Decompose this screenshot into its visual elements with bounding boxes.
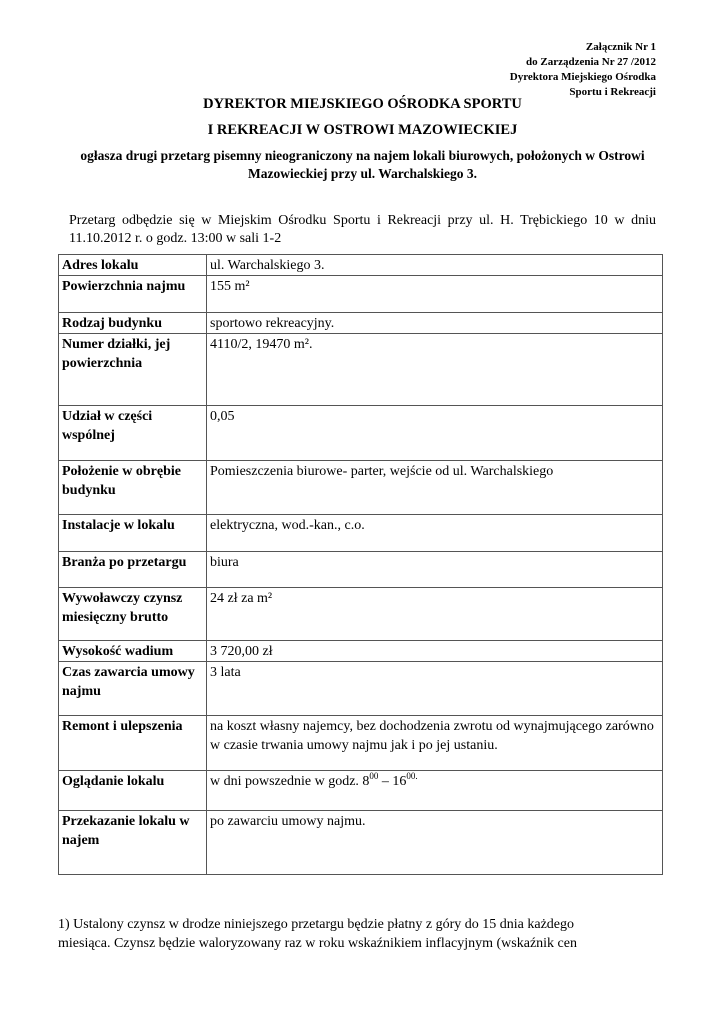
intro-paragraph: Przetarg odbędzie się w Miejskim Ośrodku Sportu i Rekreacji przy ul. H. Trębickiego 10 w dniu 11.10.2012 r. o godz. 13:00 w sali 1-2 <box>69 213 656 246</box>
row-label: Remont i ulepszenia <box>59 716 207 771</box>
row-label: Oglądanie lokalu <box>59 771 207 811</box>
table-row <box>59 811 663 875</box>
annex-line-4: Sportu i Rekreacji <box>569 86 656 98</box>
row-label: Udział w części wspólnej <box>59 406 207 461</box>
annex-line-2: do Zarządzenia Nr 27 /2012 <box>526 56 656 68</box>
row-label: Rodzaj budynku <box>59 313 207 334</box>
row-label: Numer działki, jej powierzchnia <box>59 334 207 406</box>
row-label: Czas zawarcia umowy najmu <box>59 662 207 716</box>
row-label: Wysokość wadium <box>59 641 207 662</box>
row-label: Adres lokalu <box>59 255 207 276</box>
row-label: Instalacje w lokalu <box>59 515 207 552</box>
row-value: biura <box>207 552 663 588</box>
row-value: 0,05 <box>207 406 663 461</box>
viewing-hours-sup-start: 00 <box>369 771 379 781</box>
row-value: 4110/2, 19470 m². <box>207 334 663 406</box>
row-label: Branża po przetargu <box>59 552 207 588</box>
row-value: na koszt własny najemcy, bez dochodzenia zwrotu od wynajmującego zarówno w czasie trwania umowy najmu jak i po jej ustaniu. <box>207 716 663 771</box>
row-value: 3 720,00 zł <box>207 641 663 662</box>
row-label: Wywoławczy czynsz miesięczny brutto <box>59 588 207 641</box>
row-value: 3 lata <box>207 662 663 716</box>
table-row <box>59 313 663 334</box>
row-value: 24 zł za m² <box>207 588 663 641</box>
row-value: elektryczna, wod.-kan., c.o. <box>207 515 663 552</box>
row-value: 155 m² <box>207 276 663 313</box>
row-value <box>207 771 663 811</box>
title-line-2: I REKREACJI W OSTROWI MAZOWIECKIEJ <box>207 122 518 138</box>
row-label: Przekazanie lokalu w najem <box>59 811 207 875</box>
table-row <box>59 515 663 552</box>
title-line-1: DYREKTOR MIEJSKIEGO OŚRODKA SPORTU <box>203 96 522 112</box>
table-row <box>59 588 663 641</box>
row-value: sportowo rekreacyjny. <box>207 313 663 334</box>
table-row <box>59 641 663 662</box>
row-value: Pomieszczenia biurowe- parter, wejście od ul. Warchalskiego <box>207 461 663 515</box>
row-value: po zawarciu umowy najmu. <box>207 811 663 875</box>
row-label: Położenie w obrębie budynku <box>59 461 207 515</box>
annex-line-3: Dyrektora Miejskiego Ośrodka <box>509 71 656 83</box>
viewing-hours-sup-end: 00. <box>406 771 418 781</box>
annex-header <box>510 40 656 100</box>
table-row <box>59 406 663 461</box>
annex-line-1: Załącznik Nr 1 <box>585 41 656 53</box>
property-details-table <box>58 254 663 875</box>
footnote-paragraph: 1) Ustalony czynsz w drodze niniejszego przetargu będzie płatny z góry do 15 dnia każdego miesiąca. Czynsz będzie waloryzowany raz w roku wskaźnikiem inflacyjnym (wskaźnik cen <box>58 917 577 951</box>
table-row <box>59 334 663 406</box>
table-row <box>59 716 663 771</box>
table-row <box>59 461 663 515</box>
table-row <box>59 771 663 811</box>
viewing-hours-dash: – 16 <box>378 774 407 789</box>
viewing-hours-text: w dni powszednie w godz. 8 <box>210 774 370 789</box>
row-label: Powierzchnia najmu <box>59 276 207 313</box>
table-row <box>59 276 663 313</box>
table-row <box>59 662 663 716</box>
row-value: ul. Warchalskiego 3. <box>207 255 663 276</box>
table-row <box>59 255 663 276</box>
announcement: ogłasza drugi przetarg pisemny nieograniczony na najem lokali biurowych, położonych w Ostrowi Mazowieckiej przy ul. Warchalskiego 3. <box>80 148 645 181</box>
table-row <box>59 552 663 588</box>
